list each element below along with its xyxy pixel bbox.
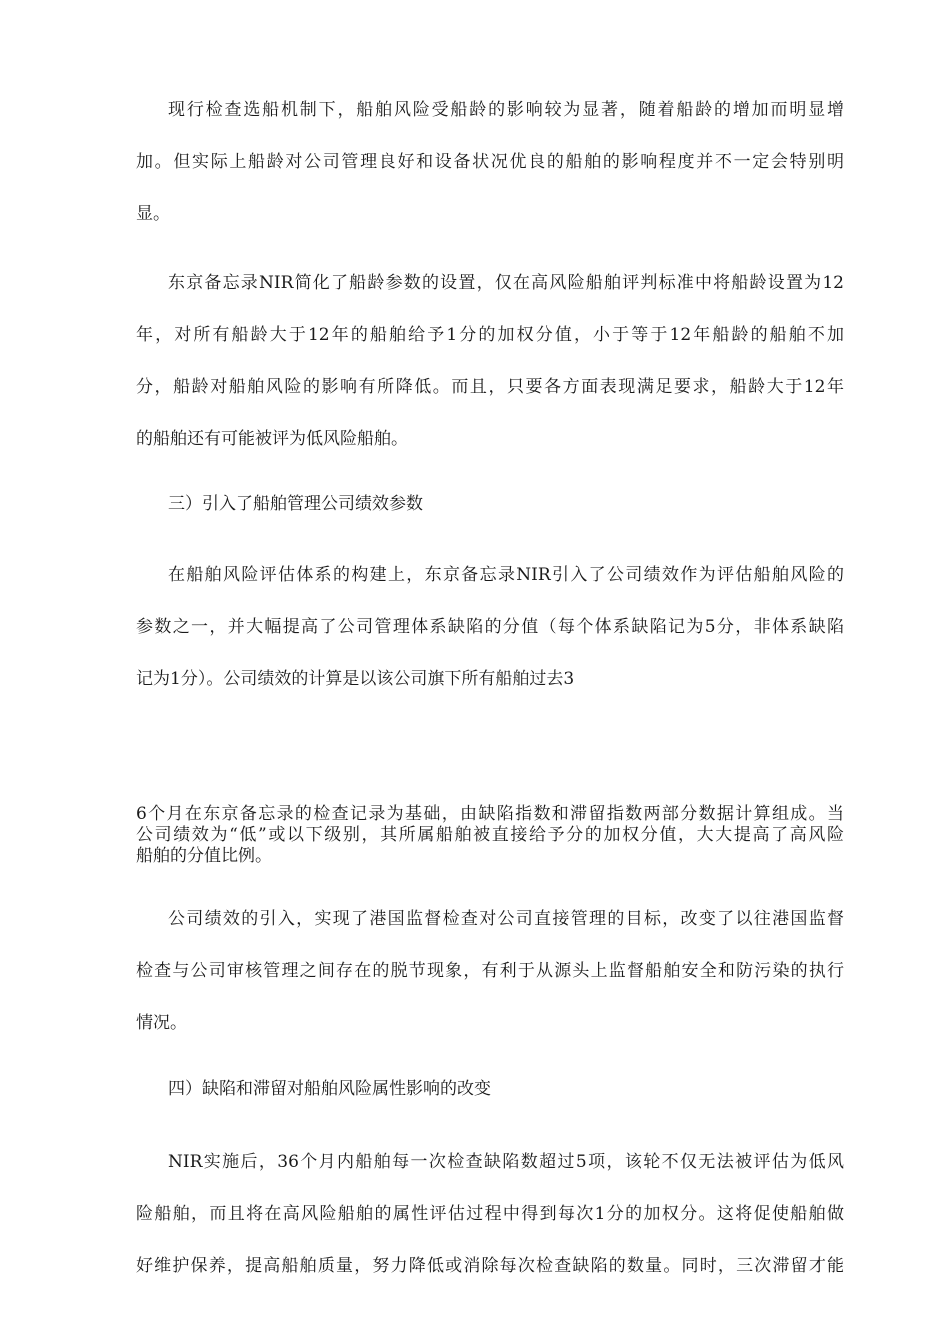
paragraph-line: 东京备忘录NIR简化了船龄参数的设置，仅在高风险船舶评判标准中将船龄设置为12 (168, 273, 844, 293)
paragraph-line: 公司绩效的引入，实现了港国监督检查对公司直接管理的目标，改变了以往港国监督 (168, 909, 844, 929)
paragraph-line: 加。但实际上船龄对公司管理良好和设备状况优良的船舶的影响程度并不一定会特别明 (136, 152, 844, 172)
paragraph-line: 现行检查选船机制下，船舶风险受船龄的影响较为显著，随着船龄的增加而明显增 (168, 100, 844, 120)
paragraph-line: NIR实施后，36个月内船舶每一次检查缺陷数超过5项，该轮不仅无法被评估为低风 (168, 1152, 844, 1172)
paragraph-line: 船舶的分值比例。 (136, 846, 272, 866)
section-heading: 三）引入了船舶管理公司绩效参数 (168, 494, 423, 514)
paragraph-line: 公司绩效为“低”或以下级别，其所属船舶被直接给予分的加权分值，大大提高了高风险 (136, 825, 844, 845)
paragraph-line: 在船舶风险评估体系的构建上，东京备忘录NIR引入了公司绩效作为评估船舶风险的 (168, 565, 844, 585)
paragraph-line: 年，对所有船龄大于12年的船舶给予1分的加权分值，小于等于12年船龄的船舶不加 (136, 325, 844, 345)
paragraph-line: 情况。 (136, 1013, 187, 1033)
paragraph-line: 分，船龄对船舶风险的影响有所降低。而且，只要各方面表现满足要求，船龄大于12年 (136, 377, 844, 397)
paragraph-line: 的船舶还有可能被评为低风险船舶。 (136, 429, 408, 449)
paragraph-line: 显。 (136, 204, 170, 224)
section-heading: 四）缺陷和滞留对船舶风险属性影响的改变 (168, 1079, 491, 1099)
paragraph-line: 记为1分）。公司绩效的计算是以该公司旗下所有船舶过去3 (136, 669, 575, 689)
paragraph-line: 6个月在东京备忘录的检查记录为基础，由缺陷指数和滞留指数两部分数据计算组成。当 (136, 804, 844, 824)
paragraph-line: 参数之一，并大幅提高了公司管理体系缺陷的分值（每个体系缺陷记为5分，非体系缺陷 (136, 617, 844, 637)
paragraph-line: 好维护保养，提高船舶质量，努力降低或消除每次检查缺陷的数量。同时，三次滞留才能 (136, 1256, 844, 1276)
paragraph-line: 检查与公司审核管理之间存在的脱节现象，有利于从源头上监督船舶安全和防污染的执行 (136, 961, 844, 981)
paragraph-line: 险船舶，而且将在高风险船舶的属性评估过程中得到每次1分的加权分。这将促使船舶做 (136, 1204, 844, 1224)
